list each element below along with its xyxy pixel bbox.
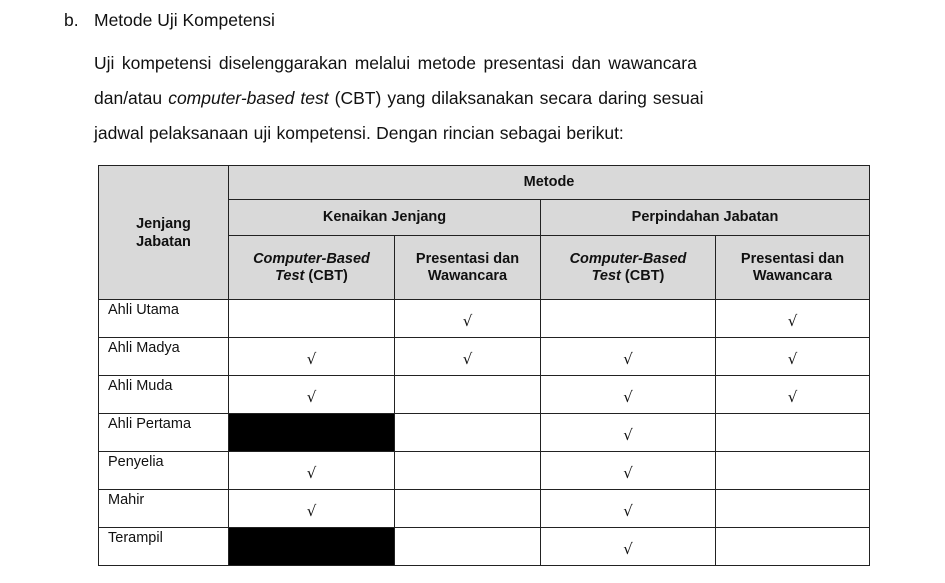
paragraph-line-3: jadwal pelaksanaan uji kompetensi. Dengan rincian sebagai berikut:	[94, 123, 624, 143]
header-kenaikan-jenjang: Kenaikan Jenjang	[229, 200, 541, 236]
section-letter: b.	[64, 10, 79, 30]
header-kenaikan-cbt: Computer-Based Test (CBT)	[229, 236, 395, 300]
cell-kenaikan-cbt	[229, 376, 395, 414]
check-mark: √	[306, 350, 317, 368]
cell-kenaikan-cbt	[229, 528, 395, 566]
header-metode: Metode	[229, 166, 870, 200]
section-title: Metode Uji Kompetensi	[94, 10, 275, 30]
competency-method-table	[98, 165, 870, 566]
header-perpindahan-presentasi: Presentasi dan Wawancara	[716, 236, 870, 300]
cell-jenjang	[99, 528, 229, 566]
table-row	[99, 300, 870, 338]
paragraph-line-2-pre: dan/atau	[94, 88, 169, 108]
check-mark: √	[623, 540, 633, 558]
table-row	[99, 414, 870, 452]
cell-kenaikan-presentasi	[395, 452, 541, 490]
check-mark: √	[623, 502, 633, 520]
cell-kenaikan-presentasi	[395, 300, 541, 338]
cell-perpindahan-presentasi	[716, 528, 870, 566]
check-mark: √	[462, 350, 473, 368]
cell-kenaikan-presentasi	[395, 376, 541, 414]
cell-kenaikan-cbt	[229, 414, 395, 452]
check-mark: √	[306, 464, 317, 482]
cell-kenaikan-presentasi	[395, 490, 541, 528]
header-kenaikan-presentasi: Presentasi dan Wawancara	[395, 236, 541, 300]
check-mark: √	[623, 388, 633, 406]
check-mark: √	[623, 350, 633, 368]
cell-jenjang	[99, 338, 229, 376]
cell-perpindahan-presentasi	[716, 414, 870, 452]
intro-paragraph	[94, 46, 854, 151]
cell-perpindahan-presentasi	[716, 300, 870, 338]
section-heading	[64, 10, 275, 31]
cell-perpindahan-presentasi	[716, 490, 870, 528]
row-label: Ahli Pertama	[108, 416, 192, 432]
paragraph-line-1: Uji kompetensi diselenggarakan melalui metode presentasi dan wawancara	[94, 53, 697, 73]
cell-jenjang	[99, 490, 229, 528]
check-mark: √	[787, 350, 798, 368]
check-mark: √	[623, 426, 633, 444]
table-row	[99, 452, 870, 490]
paragraph-line-2-emphasis: computer-based test	[168, 88, 329, 108]
row-label: Ahli Muda	[108, 378, 173, 394]
header-perpindahan-cbt: Computer-Based Test (CBT)	[541, 236, 716, 300]
table-row	[99, 528, 870, 566]
cell-jenjang	[99, 414, 229, 452]
check-mark: √	[306, 502, 317, 520]
check-mark: √	[462, 312, 473, 330]
row-label: Penyelia	[108, 454, 164, 470]
cell-perpindahan-presentasi	[716, 452, 870, 490]
cell-kenaikan-presentasi	[395, 338, 541, 376]
row-label: Terampil	[108, 530, 163, 546]
table-row	[99, 490, 870, 528]
cell-kenaikan-presentasi	[395, 414, 541, 452]
header-jenjang-jabatan: Jenjang Jabatan	[99, 166, 229, 300]
row-label: Ahli Utama	[108, 302, 179, 318]
cell-perpindahan-cbt	[541, 376, 716, 414]
cell-perpindahan-cbt	[541, 452, 716, 490]
check-mark: √	[787, 388, 798, 406]
cell-kenaikan-cbt	[229, 300, 395, 338]
cell-perpindahan-presentasi	[716, 338, 870, 376]
header-perpindahan-jabatan: Perpindahan Jabatan	[541, 200, 870, 236]
cell-kenaikan-cbt	[229, 490, 395, 528]
paragraph-line-2	[94, 81, 854, 116]
check-mark: √	[787, 312, 798, 330]
check-mark: √	[623, 464, 633, 482]
cell-jenjang	[99, 452, 229, 490]
cell-jenjang	[99, 300, 229, 338]
cell-kenaikan-presentasi	[395, 528, 541, 566]
row-label: Ahli Madya	[108, 340, 180, 356]
table-row	[99, 338, 870, 376]
paragraph-line-2-post: (CBT) yang dilaksanakan secara daring sesuai	[328, 88, 704, 108]
cell-jenjang	[99, 376, 229, 414]
check-mark: √	[306, 388, 317, 406]
cell-perpindahan-cbt	[541, 300, 716, 338]
cell-kenaikan-cbt	[229, 338, 395, 376]
row-label: Mahir	[108, 492, 145, 508]
cell-perpindahan-cbt	[541, 338, 716, 376]
cell-perpindahan-cbt	[541, 414, 716, 452]
cell-kenaikan-cbt	[229, 452, 395, 490]
cell-perpindahan-cbt	[541, 490, 716, 528]
cell-perpindahan-presentasi	[716, 376, 870, 414]
cell-perpindahan-cbt	[541, 528, 716, 566]
table-row	[99, 376, 870, 414]
